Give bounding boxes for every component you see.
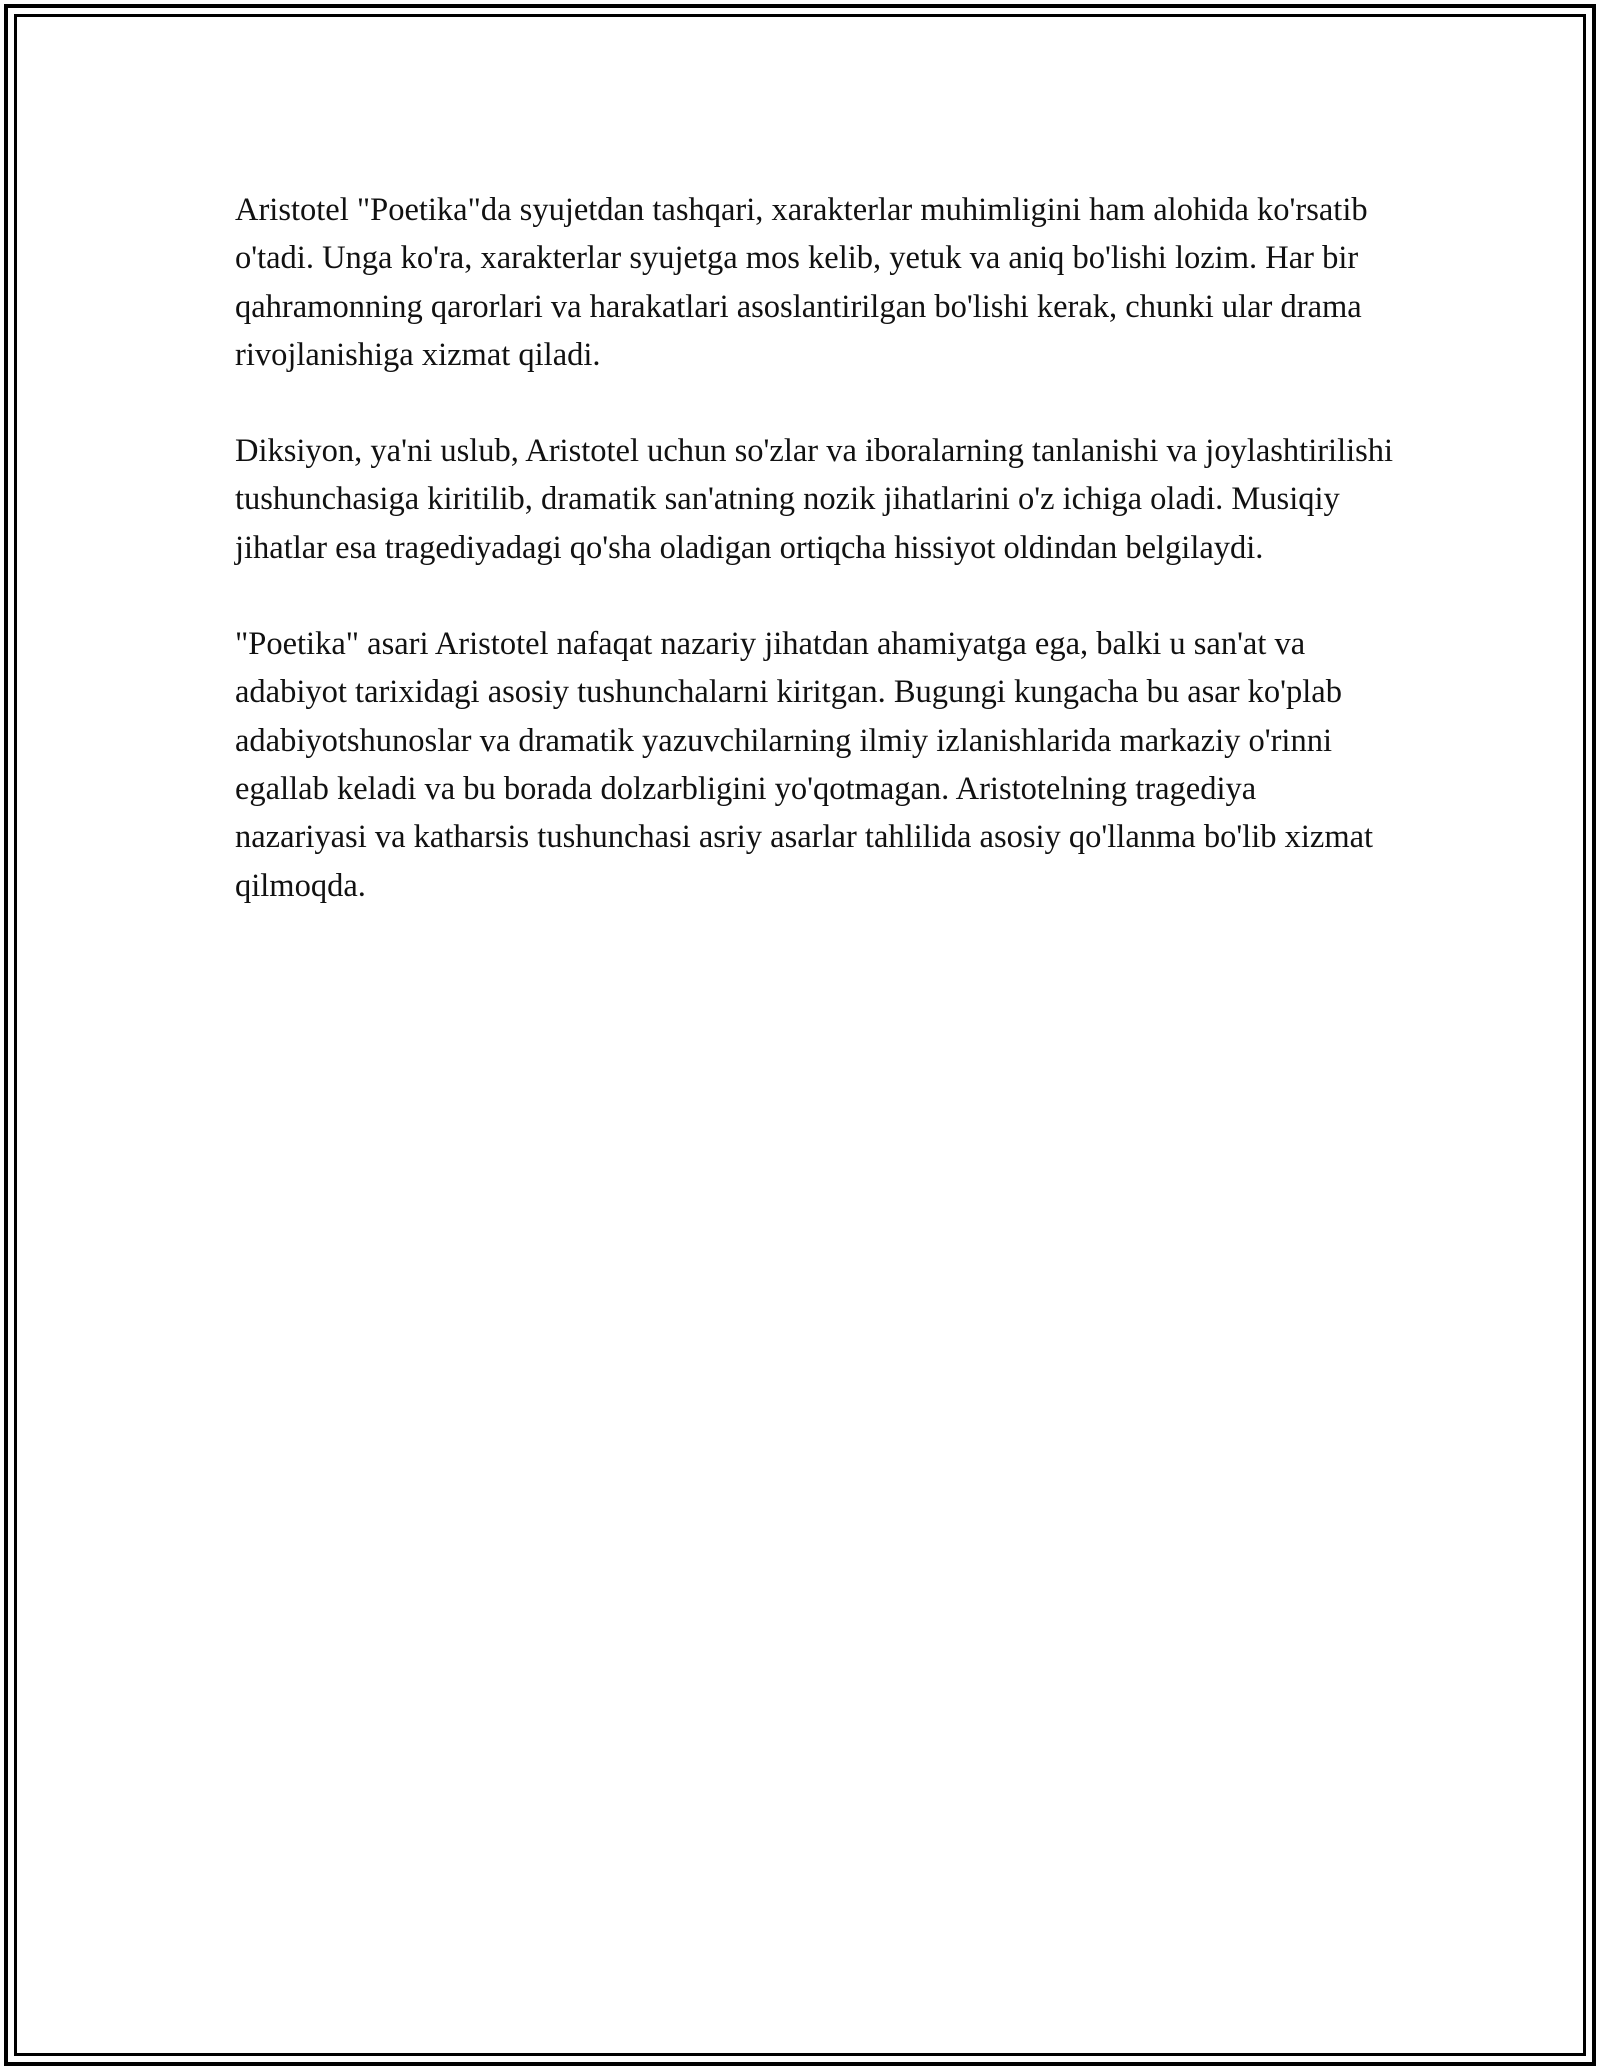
document-body — [235, 186, 1395, 958]
paragraph-poetics-legacy: "Poetika" asari Aristotel nafaqat nazariy jihatdan ahamiyatga ega, balki u san'at va adabiyot tarixidagi asosiy tushunchalarni kiritgan. Bugungi kungacha bu asar ko'plab adabiyotshunoslar va dramatik yazuvchilarning ilmiy izlanishlarida markaziy o'rinni egallab keladi va bu borada dolzarbligini yo'qotmagan. Aristotelning tragediya nazariyasi va katharsis tushunchasi asriy asarlar tahlilida asosiy qo'llanma bo'lib xizmat qilmoqda. — [235, 626, 1374, 904]
paragraph-diction: Diksiyon, ya'ni uslub, Aristotel uchun so'zlar va iboralarning tanlanishi va joylashtirilishi tushunchasiga kiritilib, dramatik san'atning nozik jihatlarini o'z ichiga oladi. Musiqiy jihatlar esa tragediyadagi qo'sha oladigan ortiqcha hissiyot oldindan belgilaydi. — [235, 433, 1394, 566]
paragraph-characters: Aristotel "Poetika"da syujetdan tashqari, xarakterlar muhimligini ham alohida ko'rsatib o'tadi. Unga ko'ra, xarakterlar syujetga mos kelib, yetuk va aniq bo'lishi lozim. Har bir qahramonning qarorlari va harakatlari asoslantirilgan bo'lishi kerak, chunki ular drama rivojlanishiga xizmat qiladi. — [235, 192, 1368, 373]
